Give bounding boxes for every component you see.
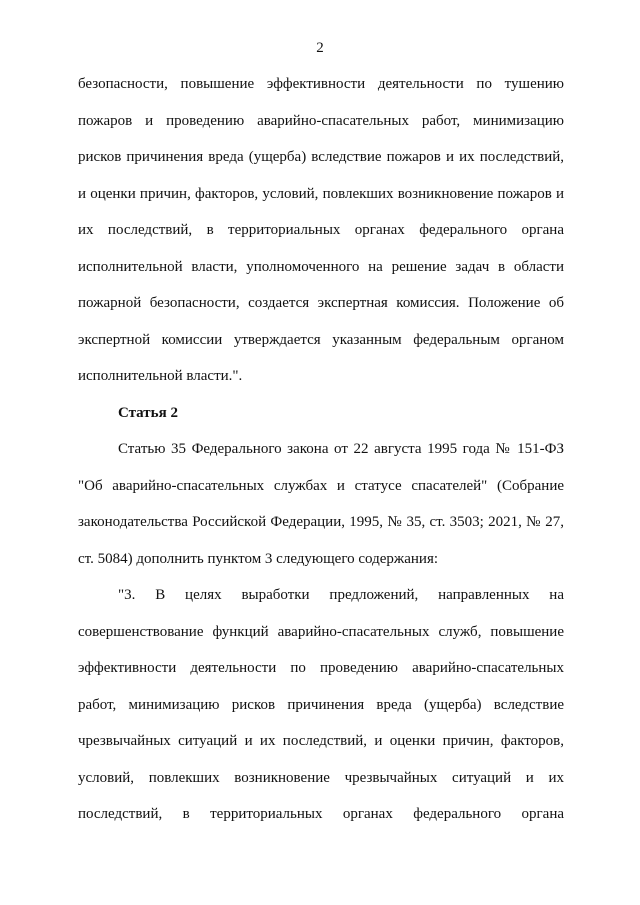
article-paragraph [78,577,564,833]
text-line: ст. 5084) дополнить пунктом 3 следующего содержания: [78,550,439,567]
text-line: последствий, в территориальных органах федерального органа [78,806,564,822]
page-number: 2 [316,40,324,56]
paragraph-continued [78,66,564,395]
text-line: "3. В целях выработки предложений, направленных на [118,587,564,603]
text-line: "Об аварийно-спасательных службах и статусе спасателей" (Собрание [78,477,564,494]
text-line: эффективности деятельности по проведению аварийно-спасательных [78,660,564,676]
text-line: пожарной безопасности, создается экспертная комиссия. Положение об [78,295,564,311]
text-line: законодательства Российской Федерации, 1995, № 35, ст. 3503; 2021, № 27, [78,514,564,530]
article-paragraph [78,431,564,577]
text-line: их последствий, в территориальных органах федерального органа [78,222,564,238]
text-line: исполнительной власти, уполномоченного на решение задач в области [78,258,564,275]
text-line: и оценки причин, факторов, условий, повлекших возникновение пожаров и [78,185,564,202]
text-line: экспертной комиссии утверждается указанным федеральным органом [78,331,564,348]
text-line: условий, повлекших возникновение чрезвычайных ситуаций и их [78,769,564,786]
text-line: безопасности, повышение эффективности деятельности по тушению [78,76,564,92]
text-line: рисков причинения вреда (ущерба) вследствие пожаров и их последствий, [78,149,564,165]
text-line: исполнительной власти.". [78,368,243,384]
text-line: пожаров и проведению аварийно-спасательных работ, минимизацию [78,112,564,129]
text-line: работ, минимизацию рисков причинения вреда (ущерба) вследствие [78,696,564,713]
text-line: совершенствование функций аварийно-спасательных служб, повышение [78,623,564,640]
text-line: чрезвычайных ситуаций и их последствий, и оценки причин, факторов, [78,733,564,749]
article-heading: Статья 2 [118,404,178,421]
document-body [78,66,564,833]
text-line: Статью 35 Федерального закона от 22 августа 1995 года № 151-ФЗ [118,441,564,457]
